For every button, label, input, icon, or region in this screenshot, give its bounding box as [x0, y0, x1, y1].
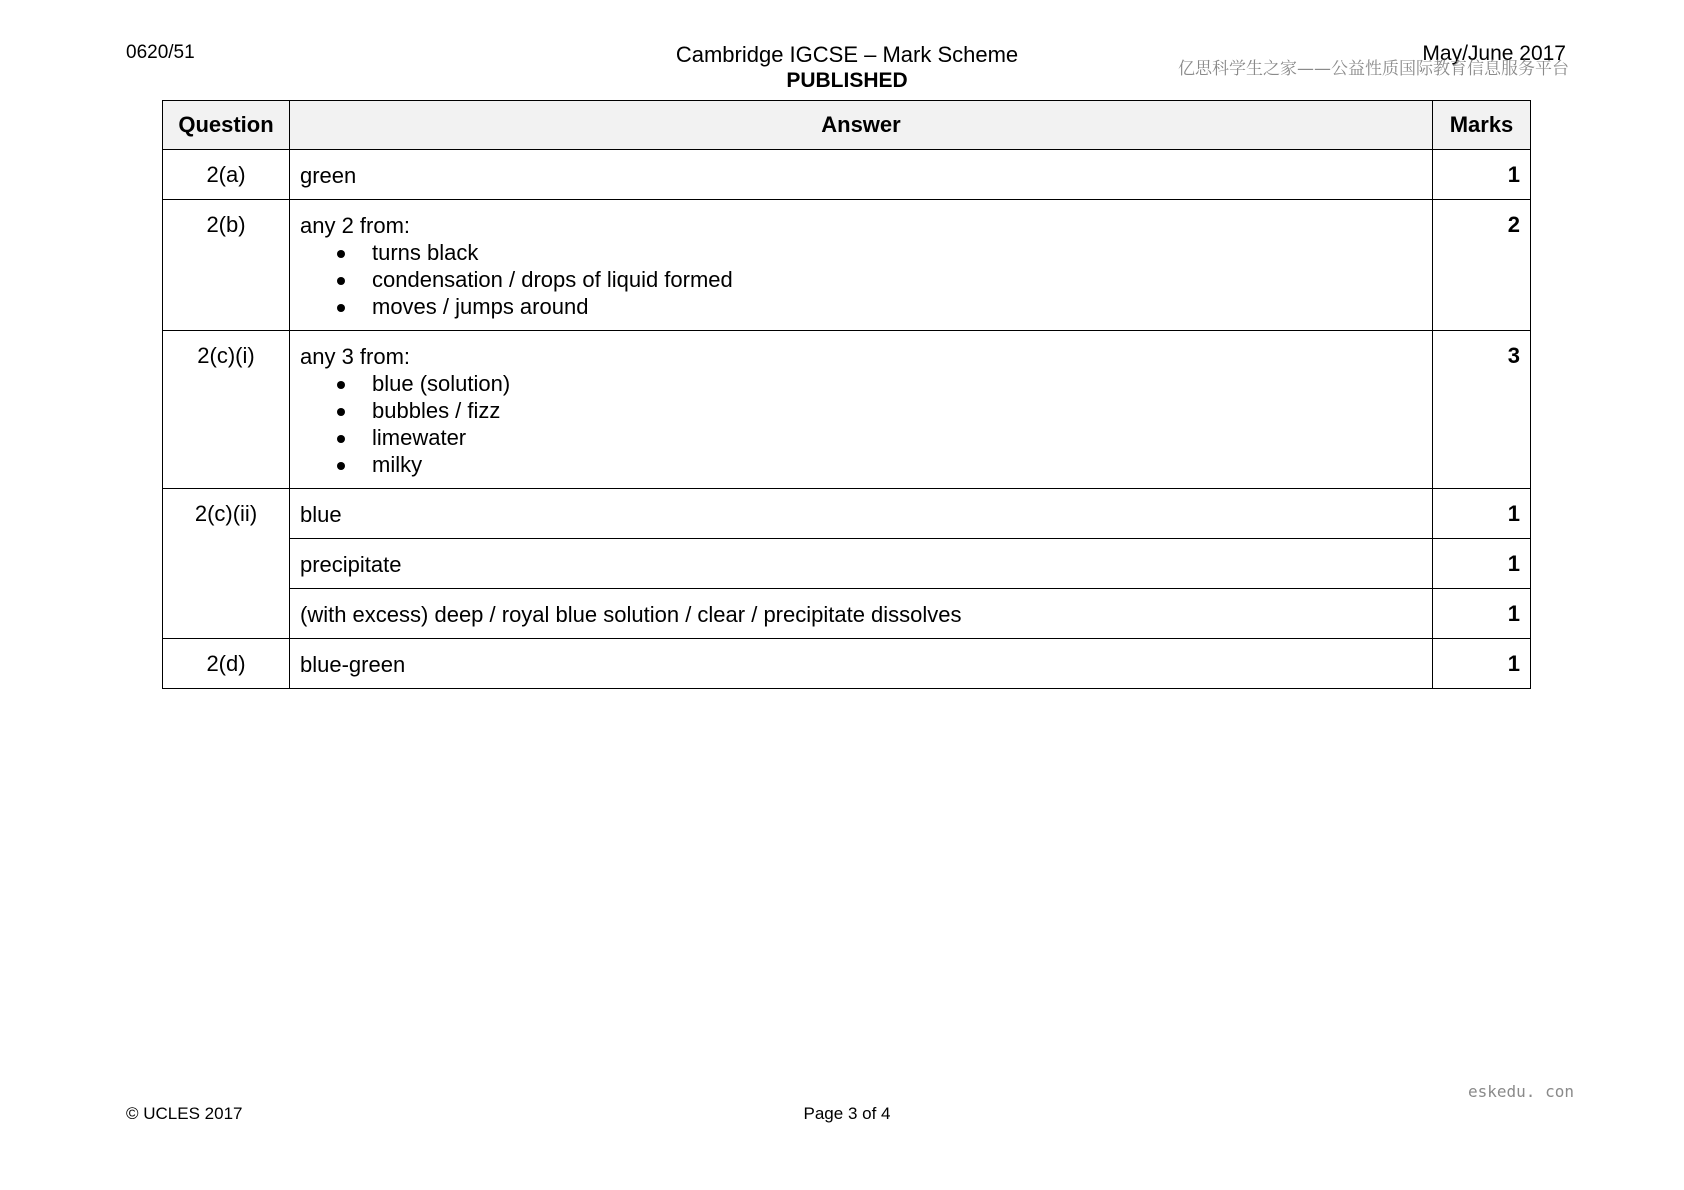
table-row: [163, 639, 1531, 689]
site-watermark: eskedu. con: [1468, 1082, 1574, 1101]
answer-bullet: limewater: [300, 424, 1422, 451]
answer-cell: precipitate: [290, 539, 1433, 589]
watermark-text: 亿思科学生之家——公益性质国际教育信息服务平台: [1178, 59, 1569, 79]
marks-cell: 1: [1433, 489, 1531, 539]
copyright: © UCLES 2017: [126, 1104, 243, 1123]
mark-scheme-table: [162, 100, 1531, 689]
answer-bullet-list: [300, 370, 1422, 478]
answer-cell: [290, 331, 1433, 489]
question-cell: 2(c)(ii): [163, 489, 290, 639]
table-row: [163, 200, 1531, 331]
question-cell: 2(c)(i): [163, 331, 290, 489]
answer-cell: blue-green: [290, 639, 1433, 689]
table-row: [163, 489, 1531, 539]
marks-cell: 1: [1433, 539, 1531, 589]
header-marks: Marks: [1433, 101, 1531, 150]
table-row: [163, 331, 1531, 489]
table-row: [163, 589, 1531, 639]
document-title: Cambridge IGCSE – Mark Scheme: [675, 42, 1019, 67]
marks-cell: 1: [1433, 150, 1531, 200]
answer-bullet: bubbles / fizz: [300, 397, 1422, 424]
table-row: [163, 150, 1531, 200]
answer-bullet: milky: [300, 451, 1422, 478]
answer-cell: (with excess) deep / royal blue solution / clear / precipitate dissolves: [290, 589, 1433, 639]
table-header-row: [163, 101, 1531, 150]
header-answer: Answer: [290, 101, 1433, 150]
answer-intro: any 2 from:: [300, 213, 411, 238]
answer-bullet: blue (solution): [300, 370, 1422, 397]
answer-cell: [290, 200, 1433, 331]
answer-bullet-list: [300, 239, 1422, 320]
exam-session: May/June 2017: [1422, 42, 1566, 65]
marks-cell: 2: [1433, 200, 1531, 331]
answer-cell: blue: [290, 489, 1433, 539]
published-label: PUBLISHED: [786, 69, 908, 92]
marks-cell: 1: [1433, 589, 1531, 639]
answer-bullet: turns black: [300, 239, 1422, 266]
table-row: [163, 539, 1531, 589]
answer-cell: green: [290, 150, 1433, 200]
answer-bullet: condensation / drops of liquid formed: [300, 266, 1422, 293]
paper-code: 0620/51: [126, 42, 195, 63]
page-number: Page 3 of 4: [803, 1104, 891, 1123]
marks-cell: 3: [1433, 331, 1531, 489]
answer-bullet: moves / jumps around: [300, 293, 1422, 320]
question-cell: 2(d): [163, 639, 290, 689]
answer-intro: any 3 from:: [300, 344, 411, 369]
marks-cell: 1: [1433, 639, 1531, 689]
header-question: Question: [163, 101, 290, 150]
question-cell: 2(b): [163, 200, 290, 331]
question-cell: 2(a): [163, 150, 290, 200]
